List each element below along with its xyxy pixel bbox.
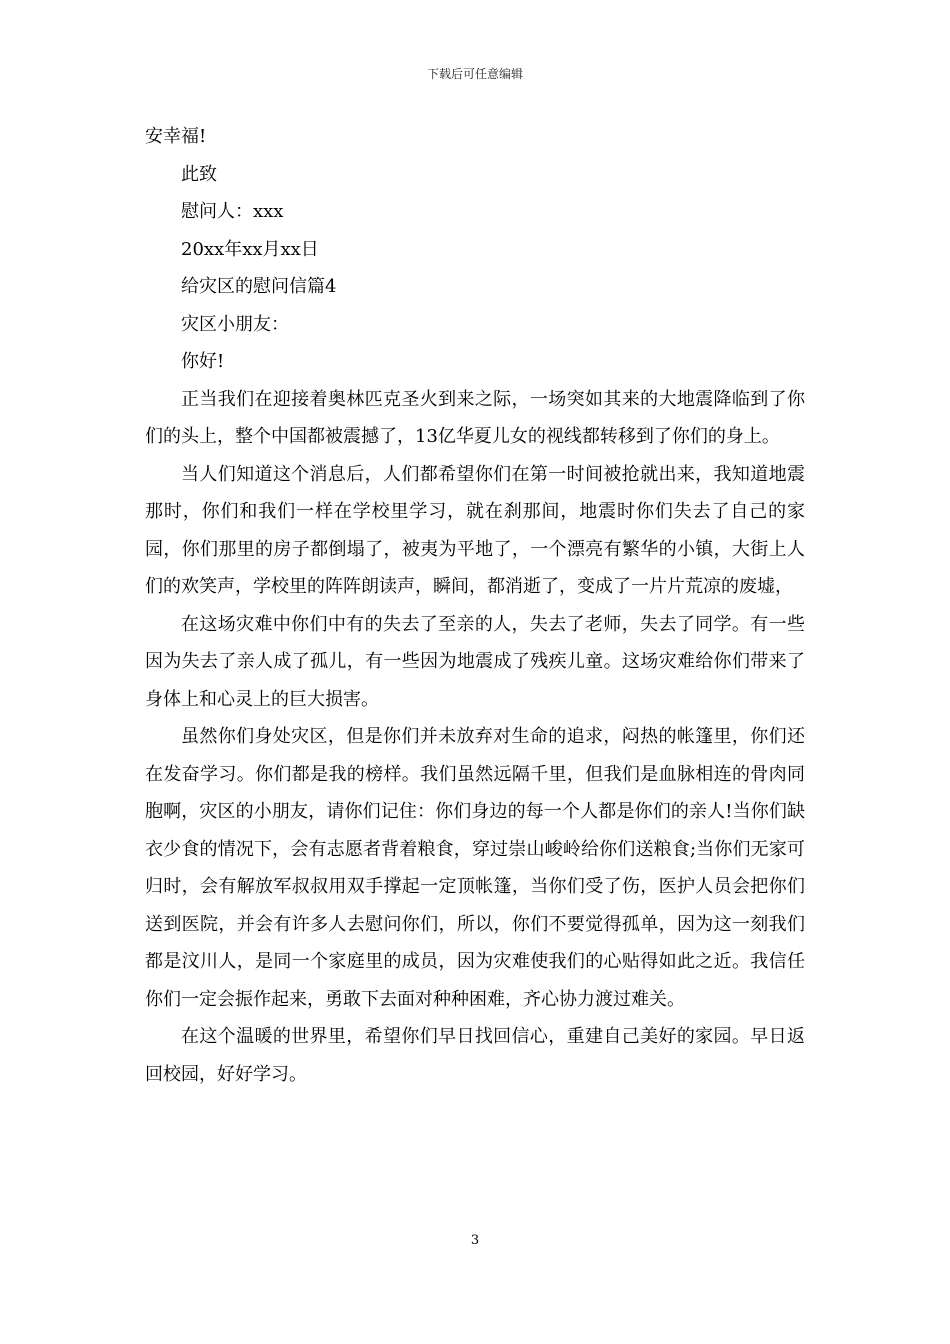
recipient-line: 灾区小朋友： (181, 313, 289, 335)
page-header: 下载后可任意编辑 (426, 67, 523, 81)
date-line: 20xx年xx月xx日 (181, 238, 319, 260)
greeting-line: 你好! (181, 351, 225, 372)
salutation-close-line: 此致 (181, 163, 217, 185)
signer-line: 慰问人：xxx (181, 201, 284, 222)
paragraph-2: 当人们知道这个消息后，人们都希望你们在第一时间被抢就出来，我知道地震那时，你们和我们一样在学校里学习，就在刹那间，地震时你们失去了自己的家园，你们那里的房子都倒塌了，被夷为平地了，一个漂亮有繁华的小镇，大街上人们的欢笑声，学校里的阵阵朗读声，瞬间，都消逝了，变成了一片片荒凉的废墟， (145, 463, 805, 597)
section-title: 给灾区的慰问信篇4 (181, 276, 337, 297)
closing-wish-line: 安幸福! (145, 126, 207, 147)
paragraph-3: 在这场灾难中你们中有的失去了至亲的人，失去了老师，失去了同学。有一些因为失去了亲人成了孤儿，有一些因为地震成了残疾儿童。这场灾难给你们带来了身体上和心灵上的巨大损害。 (145, 613, 805, 710)
paragraph-4: 虽然你们身处灾区，但是你们并未放弃对生命的追求，闷热的帐篷里，你们还在发奋学习。你们都是我的榜样。我们虽然远隔千里，但我们是血脉相连的骨肉同胞啊，灾区的小朋友，请你们记住：你们身边的每一个人都是你们的亲人!当你们缺衣少食的情况下，会有志愿者背着粮食，穿过崇山峻岭给你们送粮食;当你们无家可归时，会有解放军叔叔用双手撑起一定顶帐篷，当你们受了伤，医护人员会把你们送到医院，并会有许多人去慰问你们，所以，你们不要觉得孤单，因为这一刻我们都是汶川人，是同一个家庭里的成员，因为灾难使我们的心贴得如此之近。我信任你们一定会振作起来，勇敢下去面对种种困难，齐心协力渡过难关。 (145, 726, 805, 1010)
document-body (145, 118, 805, 1093)
page-number: 3 (470, 1233, 480, 1248)
paragraph-5: 在这个温暖的世界里，希望你们早日找回信心，重建自己美好的家园。早日返回校园，好好学习。 (145, 1026, 805, 1085)
paragraph-1: 正当我们在迎接着奥林匹克圣火到来之际，一场突如其来的大地震降临到了你们的头上，整个中国都被震撼了，13亿华夏儿女的视线都转移到了你们的身上。 (145, 388, 805, 447)
